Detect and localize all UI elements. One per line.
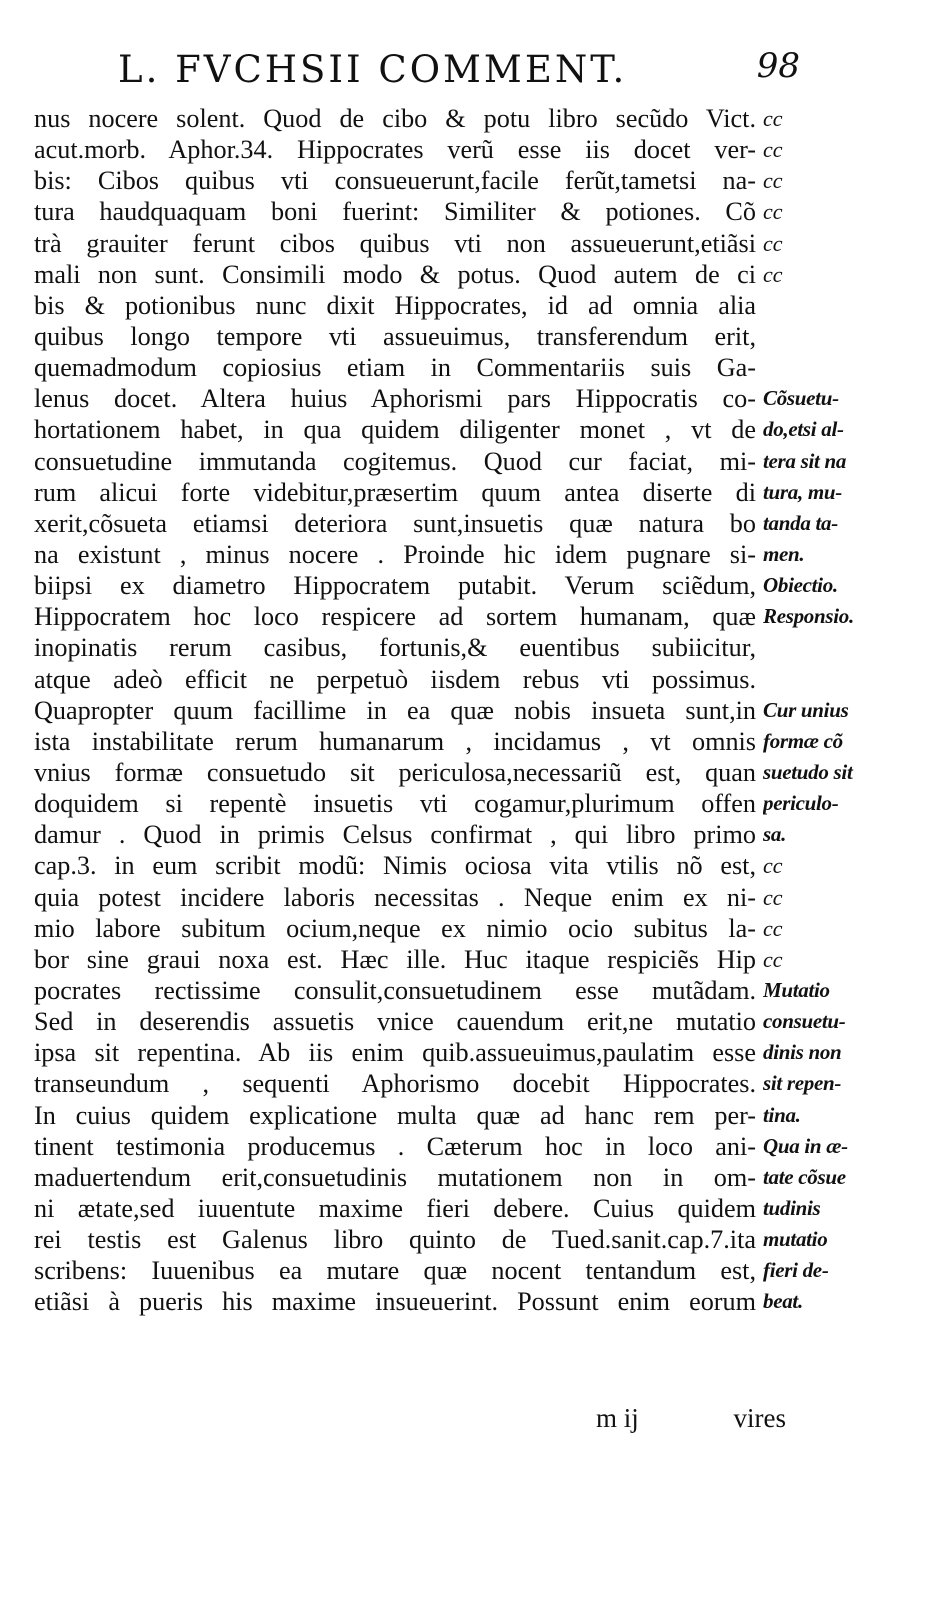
quotation-mark: cc bbox=[763, 230, 783, 256]
text-line: bor sine graui noxa est. Hæc ille. Huc itaque respiciẽs Hip bbox=[34, 944, 756, 974]
main-text-column bbox=[34, 103, 756, 1317]
text-line: rei testis est Galenus libro quinto de Tued.sanit.cap.7.ita bbox=[34, 1225, 756, 1255]
text-line: quemadmodum copiosius etiam in Commentariis suis Ga- bbox=[34, 353, 756, 383]
text-line: ista instabilitate rerum humanarum , incidamus , vt omnis bbox=[34, 726, 756, 756]
text-line: na existunt , minus nocere . Proinde hic idem pugnare si- bbox=[34, 539, 756, 569]
text-line: damur . Quod in primis Celsus confirmat , qui libro primo bbox=[34, 820, 756, 850]
quotation-mark: cc bbox=[763, 853, 783, 879]
marginal-gloss-line: formæ cõ bbox=[763, 728, 843, 753]
signature-mark: m ij bbox=[596, 1403, 639, 1433]
quotation-mark: cc bbox=[763, 915, 783, 941]
marginal-gloss-line: fieri de- bbox=[763, 1258, 829, 1283]
quotation-mark: cc bbox=[763, 137, 783, 163]
marginal-gloss-line: Qua in æ- bbox=[763, 1133, 848, 1158]
text-line: etiãsi à pueris his maxime insueuerint. Possunt enim eorum bbox=[34, 1287, 756, 1317]
text-line: Hippocratem hoc loco respicere ad sortem humanam, quæ bbox=[34, 602, 756, 632]
quotation-mark: cc bbox=[763, 946, 783, 972]
text-line: Quapropter quum facillime in ea quæ nobis insueta sunt,in bbox=[34, 695, 756, 725]
text-line: pocrates rectissime consulit,consuetudinem esse mutãdam. bbox=[34, 975, 756, 1005]
marginal-gloss-line: suetudo sit bbox=[763, 759, 853, 784]
marginal-gloss-line: sa. bbox=[763, 822, 787, 847]
quotation-mark: cc bbox=[763, 884, 783, 910]
running-title: L. FVCHSII COMMENT. bbox=[118, 48, 628, 91]
marginal-gloss-line: sit repen- bbox=[763, 1071, 842, 1096]
text-line: acut.morb. Aphor.34. Hippocrates verũ esse iis docet ver- bbox=[34, 135, 756, 165]
text-line: tinent testimonia producemus . Cæterum hoc in loco ani- bbox=[34, 1131, 756, 1161]
marginal-gloss-line: periculo- bbox=[763, 791, 839, 816]
quotation-mark: cc bbox=[763, 199, 783, 225]
text-line: transeundum , sequenti Aphorismo docebit Hippocrates. bbox=[34, 1069, 756, 1099]
text-line: mio labore subitum ocium,neque ex nimio ocio subitus la- bbox=[34, 913, 756, 943]
text-line: nus nocere solent. Quod de cibo & potu libro secũdo Vict. bbox=[34, 104, 756, 133]
text-line: cap.3. in eum scribit modũ: Nimis ociosa vita vtilis nõ est, bbox=[34, 851, 756, 881]
text-line: hortationem habet, in qua quidem diligenter monet , vt de bbox=[34, 415, 756, 445]
margin-spacer bbox=[763, 664, 903, 695]
marginal-gloss-line: mutatio bbox=[763, 1227, 828, 1252]
page-header bbox=[110, 48, 800, 96]
marginal-gloss-line: beat. bbox=[763, 1289, 803, 1314]
text-line: tura haudquaquam boni fuerint: Similiter & potiones. Cõ bbox=[34, 197, 756, 227]
quotation-mark: cc bbox=[763, 106, 783, 131]
text-line: rum alicui forte videbitur,præsertim quum antea diserte di bbox=[34, 477, 756, 507]
text-line: maduertendum erit,consuetudinis mutationem non in om- bbox=[34, 1162, 756, 1192]
folio-number: 98 bbox=[756, 46, 800, 86]
text-line: lenus docet. Altera huius Aphorismi pars Hippocratis co- bbox=[34, 384, 756, 414]
text-line: scribens: Iuuenibus ea mutare quæ nocent tentandum est, bbox=[34, 1256, 756, 1286]
text-line: inopinatis rerum casibus, fortunis,& euentibus subiicitur, bbox=[34, 633, 756, 663]
text-line: quibus longo tempore vti assueuimus, transferendum erit, bbox=[34, 321, 756, 351]
text-line: bis & potionibus nunc dixit Hippocrates, id ad omnia alia bbox=[34, 290, 756, 320]
text-line: In cuius quidem explicatione multa quæ ad hanc rem per- bbox=[34, 1100, 756, 1130]
marginal-notes-column bbox=[763, 103, 903, 1317]
text-line: atque adeò efficit ne perpetuò iisdem rebus vti possimus. bbox=[34, 664, 756, 694]
marginal-gloss-line: tina. bbox=[763, 1102, 801, 1127]
quotation-mark: cc bbox=[763, 168, 783, 194]
marginal-gloss-line: Obiectio. bbox=[763, 573, 838, 598]
marginal-gloss-line: dinis non bbox=[763, 1040, 842, 1065]
marginal-gloss-line: tudinis bbox=[763, 1195, 821, 1220]
text-line: doquidem si repentè insuetis vti cogamur,plurimum offen bbox=[34, 789, 756, 819]
text-line: bis: Cibos quibus vti consueuerunt,facile ferũt,tametsi na- bbox=[34, 166, 756, 196]
margin-spacer bbox=[763, 352, 903, 383]
text-line: trà grauiter ferunt cibos quibus vti non assueuerunt,etiãsi bbox=[34, 228, 756, 258]
marginal-gloss-line: Mutatio bbox=[763, 977, 830, 1002]
margin-spacer bbox=[763, 632, 903, 663]
margin-spacer bbox=[763, 290, 903, 321]
text-line: ni ætate,sed iuuentute maxime fieri debere. Cuius quidem bbox=[34, 1193, 756, 1223]
marginal-gloss-line: tanda ta- bbox=[763, 510, 838, 535]
text-line: mali non sunt. Consimili modo & potus. Quod autem de ci bbox=[34, 259, 756, 289]
text-line: vnius formæ consuetudo sit periculosa,necessariũ est, quan bbox=[34, 757, 756, 787]
catchword: vires bbox=[733, 1403, 786, 1433]
text-line: Sed in deserendis assuetis vnice cauendum erit,ne mutatio bbox=[34, 1007, 756, 1037]
marginal-gloss-line: consuetu- bbox=[763, 1009, 846, 1034]
marginal-gloss-line: tura, mu- bbox=[763, 479, 842, 504]
marginal-gloss-line: tera sit na bbox=[763, 448, 847, 473]
marginal-gloss-line: Cur unius bbox=[763, 697, 849, 722]
text-line: consuetudine immutanda cogitemus. Quod cur faciat, mi- bbox=[34, 446, 756, 476]
text-line: xerit,cõsueta etiamsi deteriora sunt,insuetis quæ natura bo bbox=[34, 508, 756, 538]
marginal-gloss-line: tate cõsue bbox=[763, 1164, 846, 1189]
marginal-gloss-line: do,etsi al- bbox=[763, 417, 844, 442]
text-line: quia potest incidere laboris necessitas . Neque enim ex ni- bbox=[34, 882, 756, 912]
text-line: ipsa sit repentina. Ab iis enim quib.assueuimus,paulatim esse bbox=[34, 1038, 756, 1068]
marginal-gloss-line: men. bbox=[763, 541, 805, 566]
text-line: biipsi ex diametro Hippocratem putabit. Verum sciẽdum, bbox=[34, 571, 756, 601]
marginal-gloss-line: Responsio. bbox=[763, 604, 854, 629]
quotation-mark: cc bbox=[763, 261, 783, 287]
margin-spacer bbox=[763, 321, 903, 352]
marginal-gloss-line: Cõsuetu- bbox=[763, 386, 839, 411]
